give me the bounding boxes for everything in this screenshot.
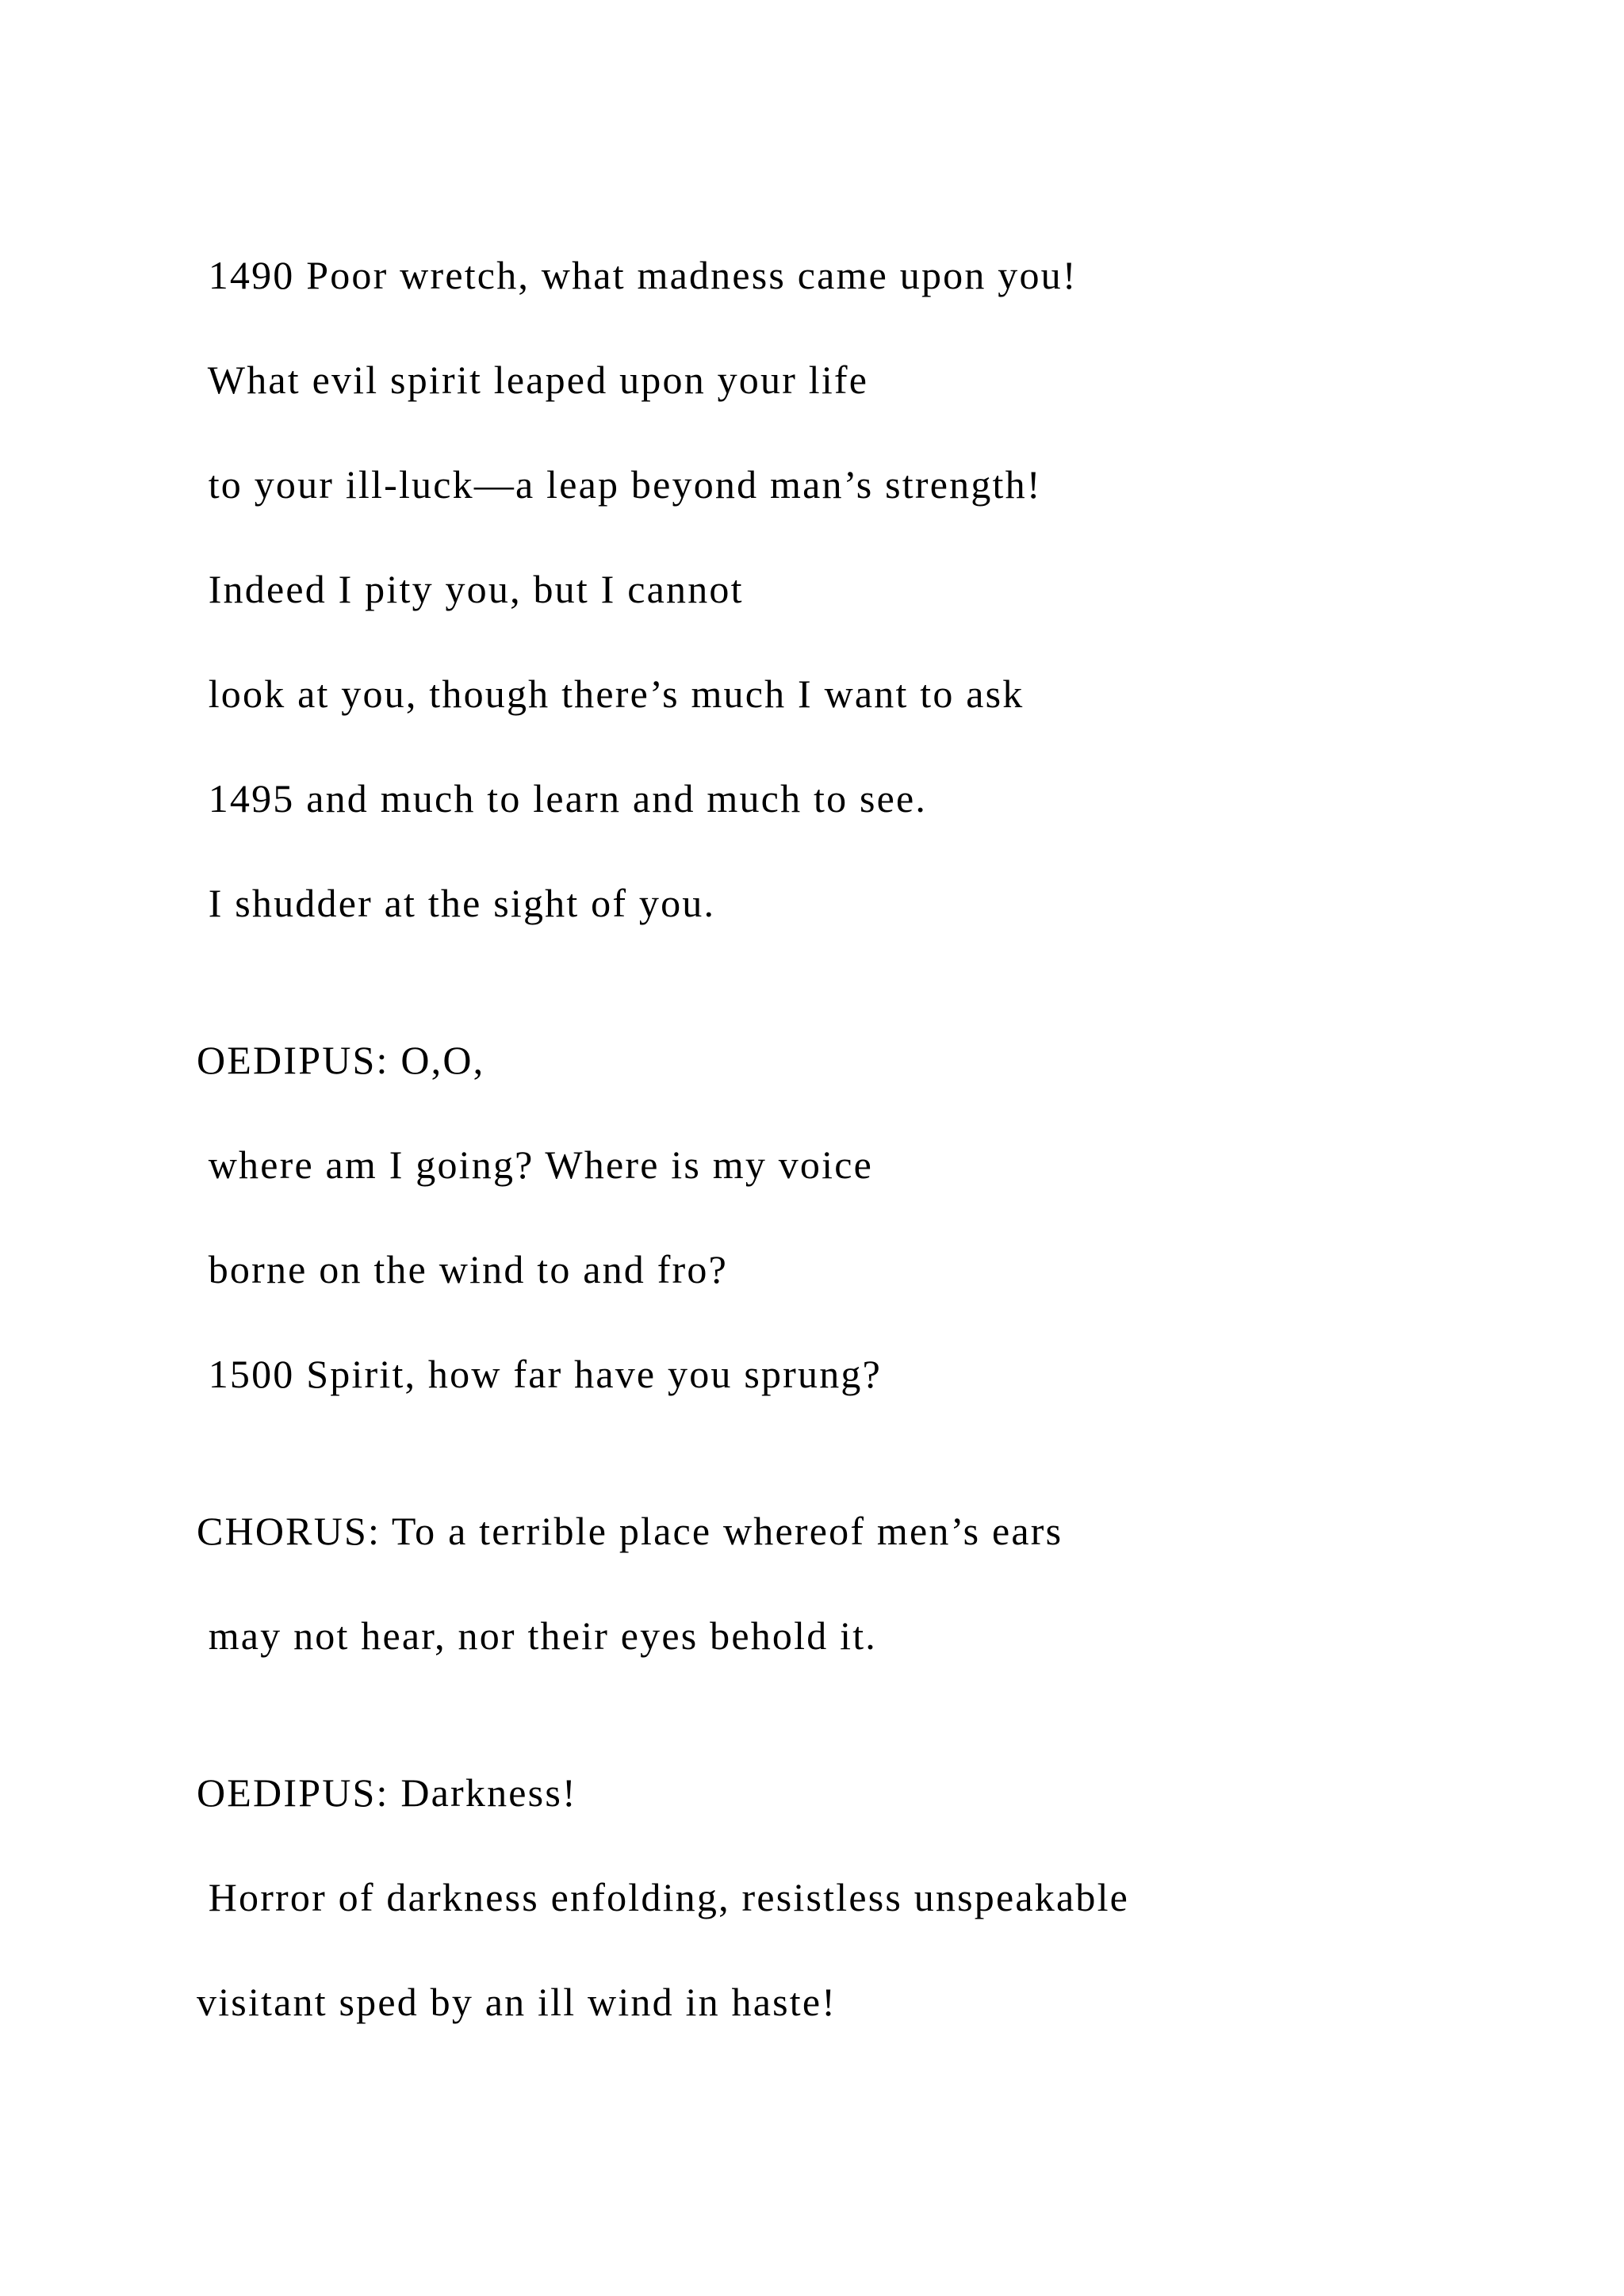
text-line: to your ill-luck—a leap beyond man’s strength! — [197, 462, 1042, 507]
text-line: 1490 Poor wretch, what madness came upon you! — [197, 253, 1078, 297]
text-line: borne on the wind to and fro? — [197, 1247, 729, 1292]
speaker-line: OEDIPUS: Darkness! — [197, 1770, 577, 1815]
text-line: may not hear, nor their eyes behold it. — [197, 1613, 877, 1658]
text-line: visitant sped by an ill wind in haste! — [197, 1980, 837, 2024]
text-line: What evil spirit leaped upon your life — [197, 358, 869, 402]
text-line: 1500 Spirit, how far have you sprung? — [197, 1352, 883, 1396]
text-line: look at you, though there’s much I want to ask — [197, 672, 1025, 716]
text-line: where am I going? Where is my voice — [197, 1142, 874, 1187]
speaker-line: OEDIPUS: O,O, — [197, 1038, 485, 1082]
text-line: 1495 and much to learn and much to see. — [197, 776, 928, 821]
text-line: I shudder at the sight of you. — [197, 881, 716, 925]
text-line: Indeed I pity you, but I cannot — [197, 567, 744, 611]
speaker-line: CHORUS: To a terrible place whereof men’s ears — [197, 1509, 1063, 1553]
text-line: Horror of darkness enfolding, resistless unspeakable — [197, 1875, 1130, 1919]
